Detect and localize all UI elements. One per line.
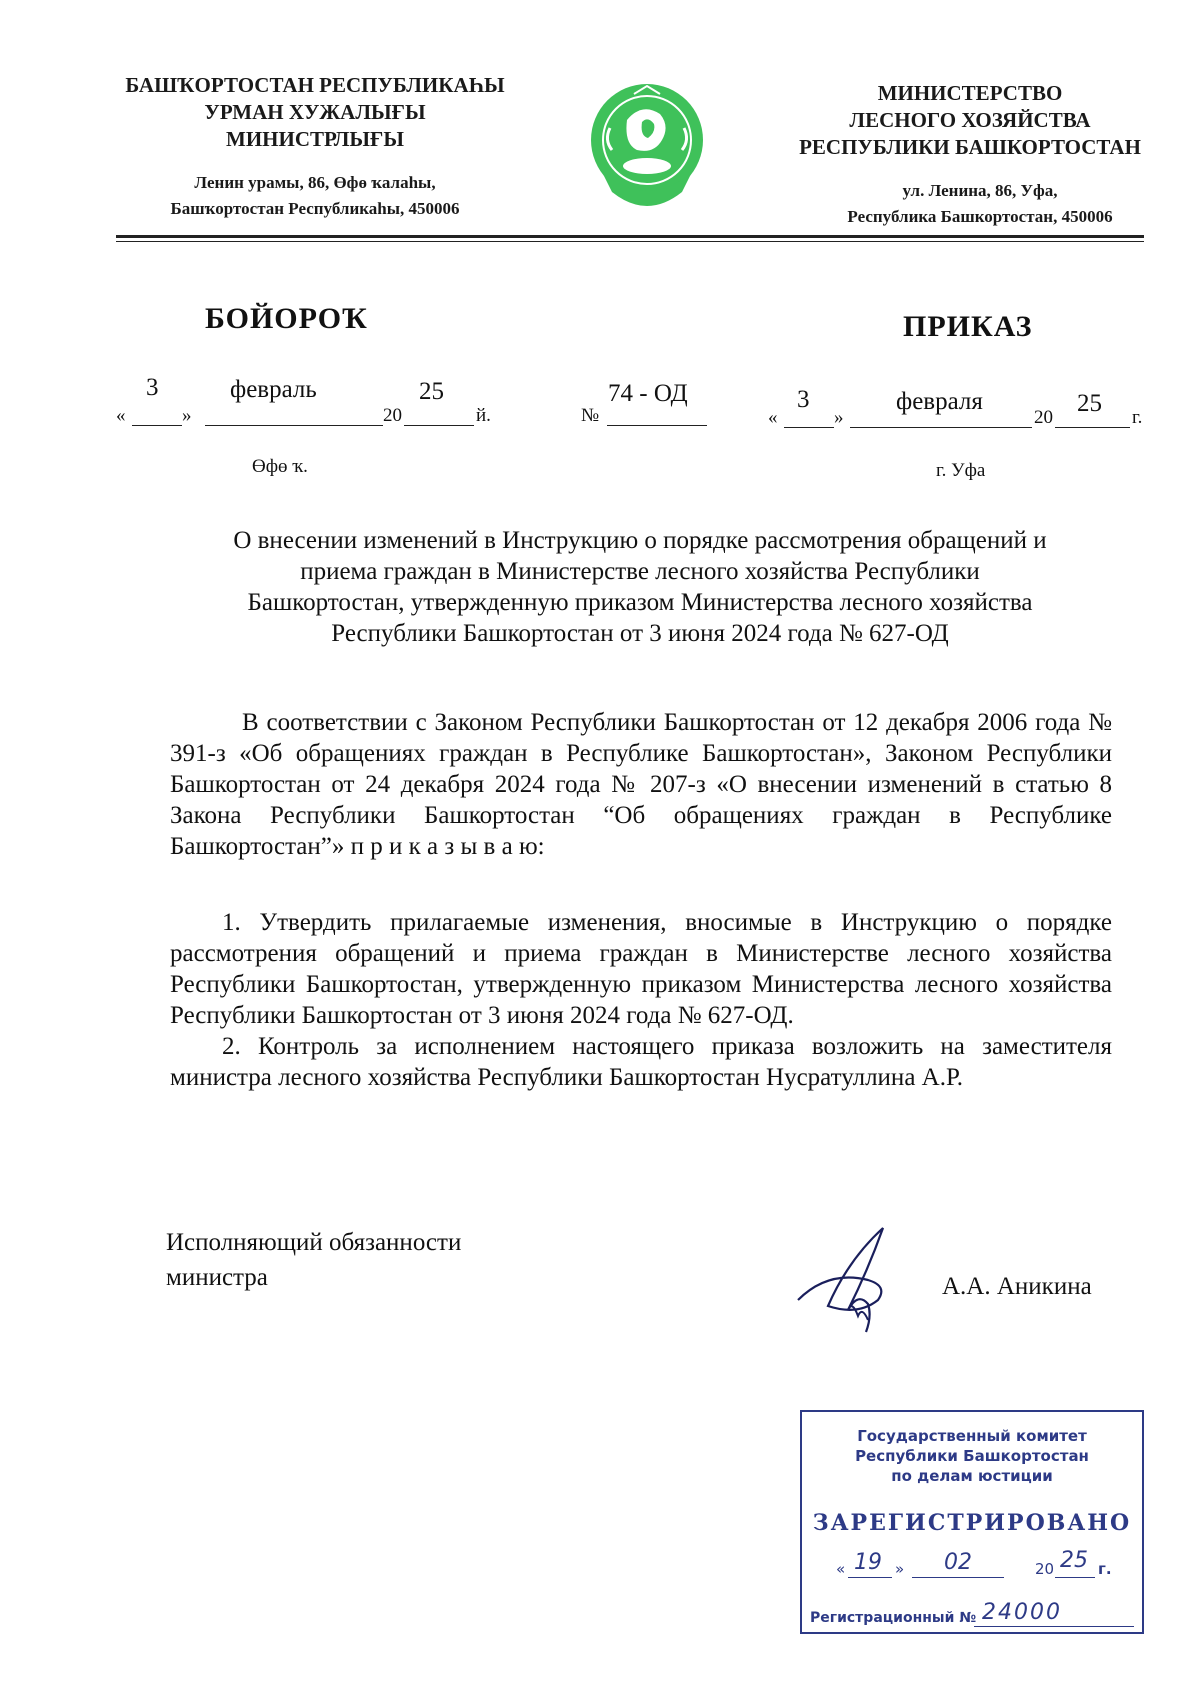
stamp-org-line2: Республики Башкортостан (855, 1447, 1089, 1465)
order-item: 2. Контроль за исполнением настоящего приказа возложить на заместителя министра лесного хозяйства Республики Башкортостан Нусратуллина А.Р. (170, 1033, 1112, 1091)
header-left-line1: БАШҠОРТОСТАН РЕСПУБЛИКАҺЫ (125, 73, 505, 97)
stamp-day: 19 (854, 1550, 882, 1575)
header-left-addr2: Башҡортостан Республикаһы, 450006 (170, 199, 460, 218)
date-left-month: февраль (230, 376, 317, 403)
date-left-day: 3 (146, 374, 159, 401)
date-right-month: февраля (896, 388, 983, 415)
stamp-month: 02 (944, 1550, 972, 1575)
order-subject (170, 525, 1110, 649)
signatory-position-line2: министра (166, 1264, 268, 1291)
stamp-year-suffix: г. (1098, 1560, 1112, 1578)
date-right-day: 3 (797, 386, 810, 413)
title-right: ПРИКАЗ (903, 310, 1033, 343)
header-left-address (110, 170, 520, 222)
handwritten-signature (788, 1220, 908, 1340)
date-right-year: 25 (1077, 390, 1102, 417)
stamp-year-line (1055, 1577, 1095, 1578)
date-left-year: 25 (419, 378, 444, 405)
preamble-block (170, 707, 1112, 862)
date-left-suffix: й. (476, 405, 491, 426)
date-left-year-prefix: 20 (383, 405, 402, 426)
date-left-quote-open: « (116, 405, 126, 426)
header-right-addr1: ул. Ленина, 86, Уфа, (902, 181, 1058, 200)
preamble-text: В соответствии с Законом Республики Башкортостан от 12 декабря 2006 года № 391-з «Об обращениях граждан в Республике Башкортостан», Законом Республики Башкортостан от 24 декабря 2024 года № 207-з «О внесении изменений в статью 8 Закона Республики Башкортостан “Об обращениях граждан в Республике Башкортостан”» п р и к а з ы в а ю: (170, 709, 1112, 860)
date-left-year-line (404, 425, 474, 426)
header-right-line2: ЛЕСНОГО ХОЗЯЙСТВА (849, 108, 1091, 132)
date-right-quote-open: « (768, 407, 778, 428)
place-right: г. Уфа (936, 460, 986, 481)
date-right-quote-close: » (834, 407, 844, 428)
registration-stamp (800, 1410, 1144, 1634)
date-right-suffix: г. (1132, 407, 1143, 428)
header-right-org (770, 80, 1170, 161)
header-right-line3: РЕСПУБЛИКИ БАШКОРТОСТАН (799, 135, 1141, 159)
header-right-address (790, 178, 1170, 230)
subject-line: Башкортостан, утвержденную приказом Министерства лесного хозяйства (247, 589, 1033, 616)
stamp-month-line (912, 1577, 1004, 1578)
place-left: Өфө ҡ. (252, 456, 308, 477)
title-left: БОЙОРОҠ (205, 302, 368, 335)
coat-of-arms-emblem (582, 80, 712, 215)
date-right-year-prefix: 20 (1034, 407, 1053, 428)
date-right-day-line (784, 427, 834, 428)
subject-line: Республики Башкортостан от 3 июня 2024 года № 627-ОД (331, 620, 949, 647)
signatory-position-line1: Исполняющий обязанности (166, 1229, 462, 1256)
date-left-day-line (132, 425, 182, 426)
stamp-status: ЗАРЕГИСТРИРОВАНО (812, 1510, 1132, 1536)
stamp-org (802, 1426, 1142, 1486)
subject-line: приема граждан в Министерстве лесного хозяйства Республики (300, 558, 980, 585)
order-item: 1. Утвердить прилагаемые изменения, вносимые в Инструкцию о порядке рассмотрения обращений и приема граждан в Министерстве лесного хозяйства Республики Башкортостан, утвержденную приказом Министерства лесного хозяйства Республики Башкортостан от 3 июня 2024 года № 627-ОД. (170, 909, 1112, 1029)
header-rule-thin (116, 241, 1144, 242)
signatory-position (166, 1225, 461, 1295)
order-number-prefix: № (581, 405, 600, 426)
stamp-reg-line (974, 1626, 1134, 1627)
stamp-org-line3: по делам юстиции (891, 1467, 1053, 1485)
stamp-org-line1: Государственный комитет (857, 1427, 1087, 1445)
header-left-addr1: Ленин урамы, 86, Өфө ҡалаһы, (194, 173, 436, 192)
header-right-line1: МИНИСТЕРСТВО (877, 81, 1063, 105)
date-right-year-line (1055, 427, 1130, 428)
date-left-quote-close: » (182, 405, 192, 426)
header-left-org (110, 72, 520, 153)
stamp-day-line (848, 1577, 892, 1578)
emblem-svg (582, 80, 712, 215)
stamp-reg-label: Регистрационный № (810, 1610, 977, 1626)
signatory-name: А.А. Аникина (942, 1273, 1092, 1300)
header-left-line3: МИНИСТРЛЫҒЫ (226, 127, 404, 151)
signature-svg (788, 1220, 908, 1340)
stamp-reg-number: 24000 (982, 1600, 1062, 1625)
order-items (170, 907, 1112, 1093)
header-right-addr2: Республика Башкортостан, 450006 (847, 207, 1113, 226)
header-left-line2: УРМАН ХУЖАЛЫҒЫ (204, 100, 426, 124)
stamp-date-quote-close: » (895, 1560, 905, 1578)
date-right-month-line (850, 427, 1032, 428)
stamp-date-quote-open: « (836, 1560, 846, 1578)
date-left-month-line (205, 425, 383, 426)
order-number-line (607, 425, 707, 426)
subject-line: О внесении изменений в Инструкцию о порядке рассмотрения обращений и (233, 527, 1047, 554)
order-number-value: 74 - ОД (608, 380, 688, 407)
stamp-year-prefix: 20 (1035, 1560, 1055, 1578)
header-rule-thick (116, 235, 1144, 238)
stamp-year: 25 (1060, 1548, 1088, 1573)
